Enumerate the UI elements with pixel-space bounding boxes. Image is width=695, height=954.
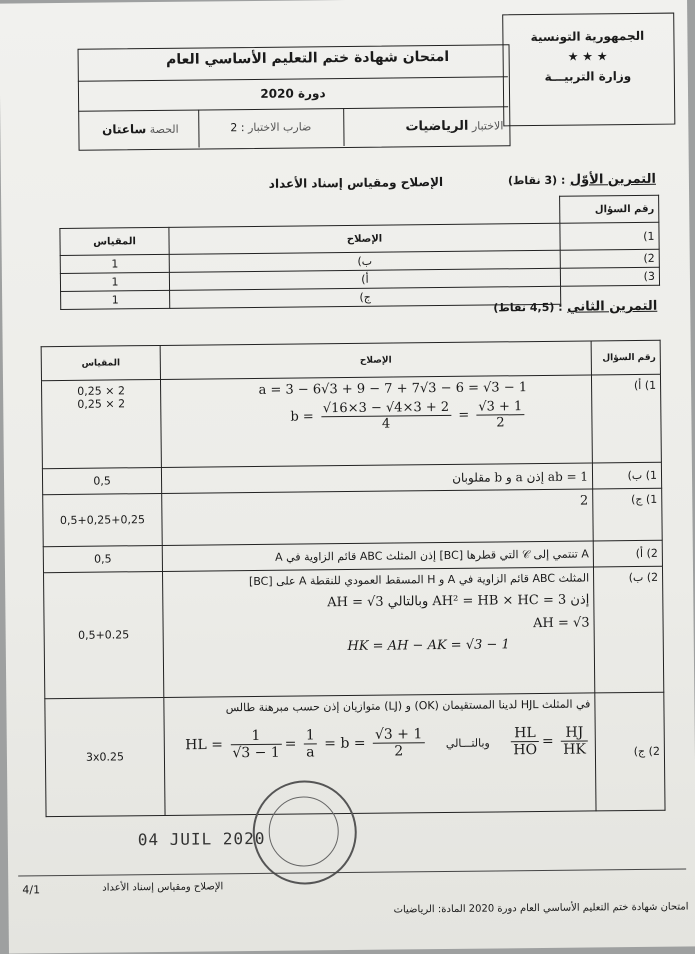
footer-left-text: الإصلاح ومقياس إسناد الأعداد bbox=[102, 881, 224, 894]
coef-cell: ضارب الاختبار : 2 bbox=[230, 120, 312, 135]
ex1-answer-2: أ) bbox=[169, 268, 560, 290]
ex2-scale-1b: 0,5 bbox=[42, 467, 161, 494]
exam-session: دورة 2020 bbox=[260, 86, 326, 101]
page-number: 4/1 bbox=[22, 883, 41, 897]
ex1-answer-1: ب) bbox=[169, 250, 560, 272]
ex1-col-answer: الإصلاح bbox=[169, 223, 560, 254]
exam-title: امتحان شهادة ختم التعليم الأساسي العام bbox=[166, 48, 450, 68]
ex1-table bbox=[59, 195, 660, 310]
ex1-heading: التمرين الأوّل : (3 نقاط) bbox=[507, 171, 656, 188]
ex2-col-answer: الإصلاح bbox=[160, 341, 591, 380]
ex2-answer-1b: ab = 1 إذن a و b مقلوبان bbox=[161, 463, 592, 494]
ex2-scale-1a: 2 × 0,25 2 × 0,25 bbox=[41, 379, 161, 468]
footer-rule bbox=[18, 868, 686, 876]
ex2-answer-1c: 2 bbox=[162, 489, 594, 546]
ex2-q-2c: 2) ج) bbox=[595, 692, 665, 811]
ex2-q-2a: 2) أ) bbox=[593, 540, 662, 567]
ex1-subtitle: الإصلاح ومقياس إسناد الأعداد bbox=[268, 174, 444, 191]
ex1-q2: 2) bbox=[560, 249, 659, 268]
thales-equation: HL = $\frac{1}{√3 - 1}$ = $\frac{1}{a}$ = b = $\frac{√3 + 1}{2}$ وبالتـــالي $\frac{HL}{HO}$ = $\frac{HJ}{HK}$ bbox=[185, 724, 586, 762]
footer-right-text: امتحان شهادة ختم التعليم الأساسي العام دورة 2020 المادة: الرياضيات bbox=[393, 901, 689, 916]
republic-label: الجمهورية التونسية bbox=[530, 28, 645, 45]
ex2-row-2b bbox=[44, 566, 664, 698]
ex2-answer-1a bbox=[160, 375, 592, 468]
ex2-row-2c bbox=[45, 692, 665, 816]
ex2-answer-2a: A تنتمي إلى 𝒞 التي قطرها [BC] إذن المثلث ABC قائم الزاوية في A bbox=[162, 541, 593, 572]
ex2-row-1c bbox=[43, 488, 663, 546]
ex2-scale-2a: 0,5 bbox=[43, 545, 162, 572]
expr-b: b = $\frac{√16\times 3 - √4\times 3 + 2}{4}$ = $\frac{√3 + 1}{2}$ bbox=[165, 398, 587, 433]
ex1-q1: 1) bbox=[560, 222, 659, 250]
duration-cell: الحصة ساعتان bbox=[101, 122, 179, 137]
ministry-label: وزارة التربيـــة bbox=[544, 69, 632, 84]
ex2-q-1c: 1) ج) bbox=[593, 488, 663, 541]
official-seal bbox=[252, 780, 357, 885]
expr-a: a = 3 − 6√3 + 9 − 7 + 7√3 − 6 = √3 − 1 bbox=[258, 380, 528, 398]
ex1-scale-1: 1 bbox=[60, 254, 169, 273]
ex2-q-2b: 2) ب) bbox=[593, 566, 663, 693]
ex1-col-scale: المقياس bbox=[60, 227, 169, 255]
ex2-heading: التمرين الثاني : (4,5 نقاط) bbox=[493, 298, 658, 315]
ex2-answer-2c: في المثلث HJL لدينا المستقيمان (OK) و (LJ) متوازيان إذن حسب مبرهنة طالس HL = $\frac{1}{√3 - 1}$ = $\frac{1}{a}$ = b = $\frac{√3 + 1}{2}$ وبالتـــالي $\frac{HL}{HO}$ = $\frac{HJ}{HK}$ bbox=[164, 693, 596, 816]
ex2-col-question: رقم السؤال bbox=[591, 340, 660, 375]
date-stamp: 04 JUIL 2020 bbox=[137, 828, 266, 850]
ex2-answer-2b: المثلث ABC قائم الزاوية في A و H المسقط العمودي للنقطة A على [BC] إذن AH² = HB × HC = 3 وبالتالي AH = √3 AH = √3 HK = AH − AK = √3 − 1 bbox=[162, 567, 594, 698]
ex2-col-scale: المقياس bbox=[41, 345, 160, 380]
ex2-row-1a bbox=[41, 374, 661, 468]
ex1-scale-2: 1 bbox=[60, 272, 169, 291]
ex2-q-1b: 1) ب) bbox=[592, 462, 661, 489]
exam-header bbox=[77, 5, 678, 156]
ex1-q3: 3) bbox=[560, 267, 659, 286]
stars-emblem: ★ ★ ★ bbox=[567, 49, 608, 64]
subject-cell: الاختبار الرياضيات bbox=[405, 118, 504, 135]
ex2-table bbox=[41, 340, 666, 817]
ex2-scale-2b: 0,5+0.25 bbox=[44, 571, 164, 698]
ex2-scale-1c: 0,5+0,25+0,25 bbox=[43, 493, 163, 546]
ex1-col-question: رقم السؤال bbox=[560, 195, 659, 223]
ex1-scale-3: 1 bbox=[61, 290, 170, 309]
ex2-scale-2c: 3x0.25 bbox=[45, 697, 165, 816]
ex1-answer-3: ج) bbox=[170, 286, 561, 308]
ex2-q-1a: 1) أ) bbox=[591, 374, 661, 463]
